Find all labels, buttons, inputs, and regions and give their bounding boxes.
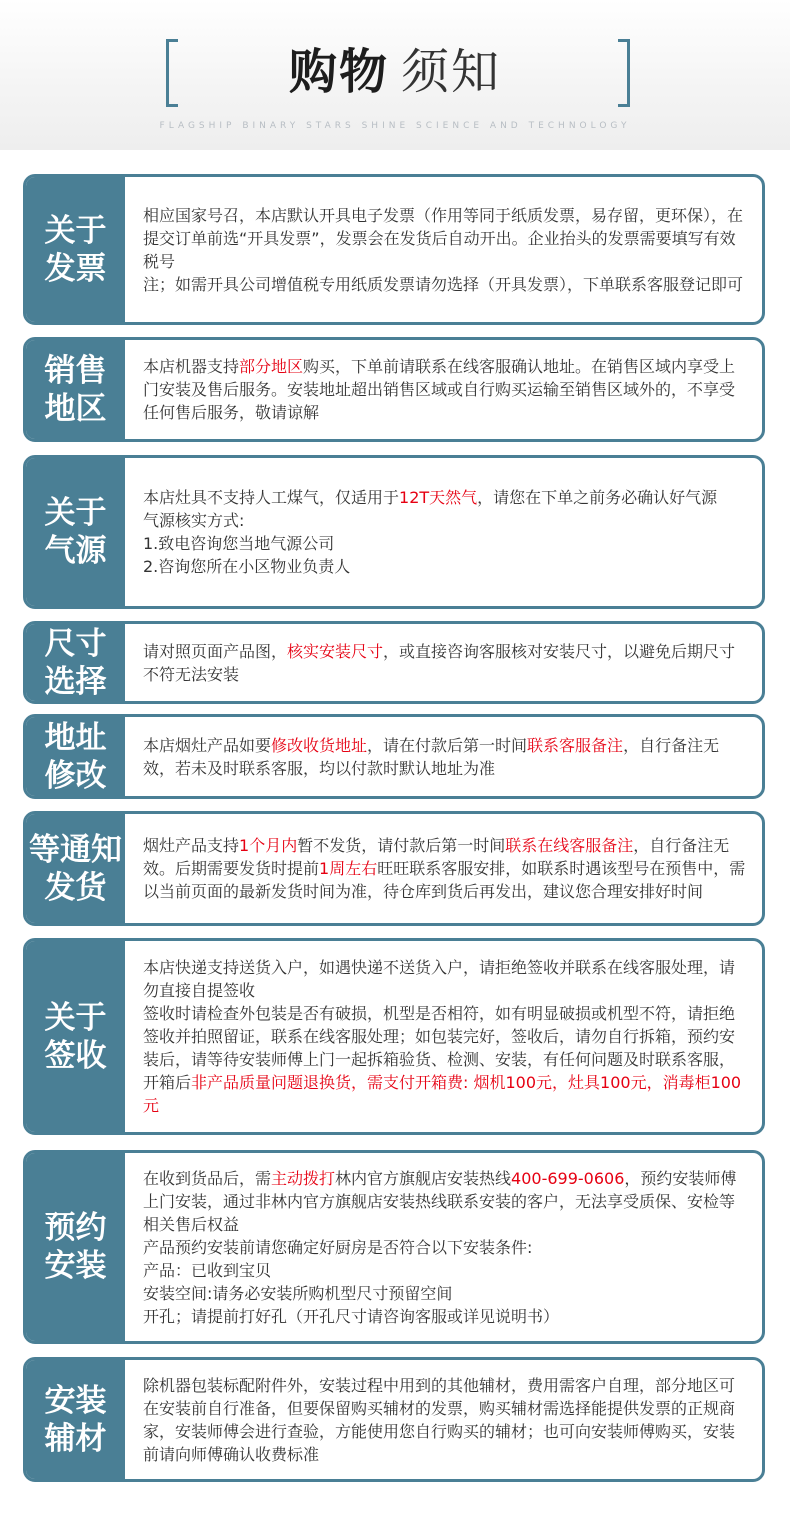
- notice-card-label-line: 签收: [44, 1037, 107, 1074]
- notice-card-label: [26, 717, 125, 796]
- notice-card-label-line: 发票: [44, 250, 107, 287]
- highlight-text: 非产品质量问题退换货，需支付开箱费: 烟机100元，灶具100元，消毒柜100元: [143, 1073, 742, 1115]
- page-subtitle: FLAGSHIP BINARY STARS SHINE SCIENCE AND TECHNOLOGY: [159, 121, 631, 131]
- notice-card-text: [125, 340, 762, 439]
- body-text: 购买，下单前请联系在线客服确认地址。在销售区域内享受上门安装及售后服务。安装地址超出销售区域或自行购买运输至销售区域外的，不享受任何售后服务，敬请谅解: [143, 357, 736, 422]
- notice-card: [23, 1357, 765, 1482]
- notice-paragraph: [143, 1374, 750, 1466]
- notice-card: [23, 337, 765, 442]
- notice-card-text: [125, 458, 762, 606]
- notice-card-text: [125, 177, 762, 322]
- body-text: 本店机器支持: [143, 357, 240, 376]
- body-text: 旺旺联系客服安排，如联系时遇该型号在预售中，需以当前页面的最新发货时间为准，待仓库到货后再发出，建议您合理安排好时间: [143, 859, 746, 901]
- body-text: 除机器包装标配附件外，安装过程中用到的其他辅材，费用需客户自理，部分地区可在安装前自行准备，但要保留购买辅材的发票，购买辅材需选择能提供发票的正规商家，安装师傅会进行查验，方能使用您自行购买的辅材；也可向安装师傅购买，安装前请向师傅确认收费标准: [143, 1375, 736, 1464]
- highlight-text: 12T天然气: [399, 488, 478, 507]
- body-text: 安装空间:请务必安装所购机型尺寸预留空间: [143, 1283, 453, 1303]
- notice-card-label-line: 地址: [44, 719, 107, 756]
- body-text: 请对照页面产品图，: [143, 641, 288, 661]
- body-text: 暂不发货，请付款后第一时间: [297, 836, 506, 855]
- body-text: 本店灶具不支持人工煤气，仅适用于: [143, 488, 400, 507]
- highlight-text: 核实安装尺寸: [287, 641, 384, 661]
- notice-card-label-line: 辅材: [44, 1420, 107, 1457]
- notice-paragraph: [143, 273, 750, 296]
- notice-paragraph: [143, 1002, 750, 1117]
- notice-card-label: [26, 340, 125, 439]
- highlight-text: 主动拨打: [271, 1168, 336, 1188]
- notice-paragraph: [143, 834, 750, 903]
- notice-card: [23, 714, 765, 799]
- notice-card-label-line: 修改: [44, 757, 107, 794]
- notice-card-label-line: 选择: [44, 663, 107, 700]
- highlight-text: 1个月内: [239, 836, 298, 855]
- body-text: 本店快递支持送货入户，如遇快递不送货入户，请拒绝签收并联系在线客服处理，请勿直接自提签收: [143, 958, 736, 1000]
- notice-paragraph: [143, 640, 750, 686]
- body-text: ，或直接咨询客服核对安装尺寸，以避免后期尺寸不符无法安装: [143, 641, 736, 684]
- body-text: 相应国家号召，本店默认开具电子发票（作用等同于纸质发票，易存留，更环保），在提交订单前选“开具发票”，发票会在发货后自动开出。企业抬头的发票需要填写有效税号: [143, 205, 744, 271]
- highlight-text: 修改收货地址: [271, 735, 368, 755]
- notice-paragraph: [143, 486, 750, 509]
- notice-card-label: [26, 458, 125, 606]
- body-text: 林内官方旗舰店安装热线: [335, 1168, 512, 1188]
- notice-card-label: [26, 177, 125, 322]
- highlight-text: 部分地区: [239, 357, 304, 376]
- body-text: ，请您在下单之前务必确认好气源: [477, 488, 718, 507]
- notice-card-label: [26, 624, 125, 701]
- notice-card-text: [125, 624, 762, 701]
- highlight-text: 1周左右: [319, 859, 378, 878]
- notice-card: [23, 1150, 765, 1344]
- highlight-text: 400-699-0606: [511, 1168, 625, 1188]
- notice-card: [23, 621, 765, 704]
- notice-card-label-line: 安装: [44, 1382, 107, 1419]
- notice-card-label: [26, 1360, 125, 1479]
- notice-card: [23, 174, 765, 325]
- notice-paragraph: [143, 1167, 750, 1236]
- notice-paragraph: [143, 355, 750, 424]
- notice-card-label-line: 销售: [44, 352, 107, 389]
- notice-paragraph: [143, 555, 750, 578]
- body-text: ，请在付款后第一时间: [367, 735, 528, 755]
- notice-paragraph: [143, 1259, 750, 1282]
- notice-card-text: [125, 717, 762, 796]
- body-text: ，自行备注无效，若未及时联系客服，均以付款时默认地址为准: [143, 735, 720, 778]
- notice-paragraph: [143, 1305, 750, 1328]
- body-text: 2.咨询您所在小区物业负责人: [143, 557, 351, 576]
- notice-card-label-line: 关于: [44, 495, 107, 531]
- notice-paragraph: [143, 509, 750, 532]
- notice-card-label-line: 气源: [44, 533, 107, 569]
- page-title: [0, 40, 790, 104]
- notice-card-label-line: 等通知: [29, 831, 122, 868]
- notice-card-label-line: 关于: [44, 999, 107, 1036]
- notice-card-label-line: 尺寸: [44, 625, 107, 662]
- notice-paragraph: [143, 1236, 750, 1259]
- notice-card: [23, 455, 765, 609]
- body-text: 开孔；请提前打好孔（开孔尺寸请咨询客服或详见说明书）: [143, 1306, 560, 1326]
- body-text: 烟灶产品支持: [143, 836, 240, 855]
- notice-card-label: [26, 1153, 125, 1341]
- notice-paragraph: [143, 956, 750, 1002]
- notice-paragraph: [143, 734, 750, 780]
- body-text: 签收时请检查外包装是否有破损，机型是否相符，如有明显破损或机型不符，请拒绝签收并拍照留证，联系在线客服处理；如包装完好，签收后，请勿自行拆箱，预约安装后，请等待安装师傅上门一起拆箱验货、检测、安装，有任何问题及时联系客服，开箱后: [143, 1004, 736, 1092]
- body-text: 1.致电咨询您当地气源公司: [143, 534, 335, 553]
- notice-card-label-line: 预约: [44, 1210, 107, 1246]
- notice-card-text: [125, 1153, 762, 1341]
- notice-card: [23, 938, 765, 1135]
- page-header: [0, 0, 790, 150]
- notice-card-label: [26, 814, 125, 923]
- notice-card-label-line: 发货: [44, 869, 107, 906]
- notice-paragraph: [143, 204, 750, 273]
- highlight-text: 联系客服备注: [527, 735, 624, 755]
- body-text: 在收到货品后，需: [143, 1168, 272, 1188]
- notice-card: [23, 811, 765, 926]
- page-title-bold: 购物: [288, 44, 389, 100]
- notice-card-label-line: 地区: [44, 390, 107, 427]
- notice-paragraph: [143, 1282, 750, 1305]
- body-text: ，预约安装师傅上门安装，通过非林内官方旗舰店安装热线联系安装的客户，无法享受质保、安检等相关售后权益: [143, 1168, 737, 1234]
- page-title-light: 须知: [401, 44, 502, 100]
- notice-paragraph: [143, 532, 750, 555]
- notice-card-text: [125, 1360, 762, 1479]
- notice-card-label: [26, 941, 125, 1132]
- body-text: 产品：已收到宝贝: [143, 1260, 272, 1280]
- notice-card-label-line: 关于: [44, 212, 107, 249]
- body-text: 本店烟灶产品如要: [143, 735, 272, 755]
- body-text: 气源核实方式:: [143, 511, 245, 530]
- notice-card-text: [125, 941, 762, 1132]
- body-text: 注；如需开具公司增值税专用纸质发票请勿选择（开具发票），下单联系客服登记即可: [143, 274, 744, 294]
- body-text: ，自行备注无效。后期需要发货时提前: [143, 836, 730, 878]
- notice-card-text: [125, 814, 762, 923]
- highlight-text: 联系在线客服备注: [505, 836, 634, 855]
- notice-card-label-line: 安装: [44, 1248, 107, 1284]
- body-text: 产品预约安装前请您确定好厨房是否符合以下安装条件:: [143, 1237, 533, 1257]
